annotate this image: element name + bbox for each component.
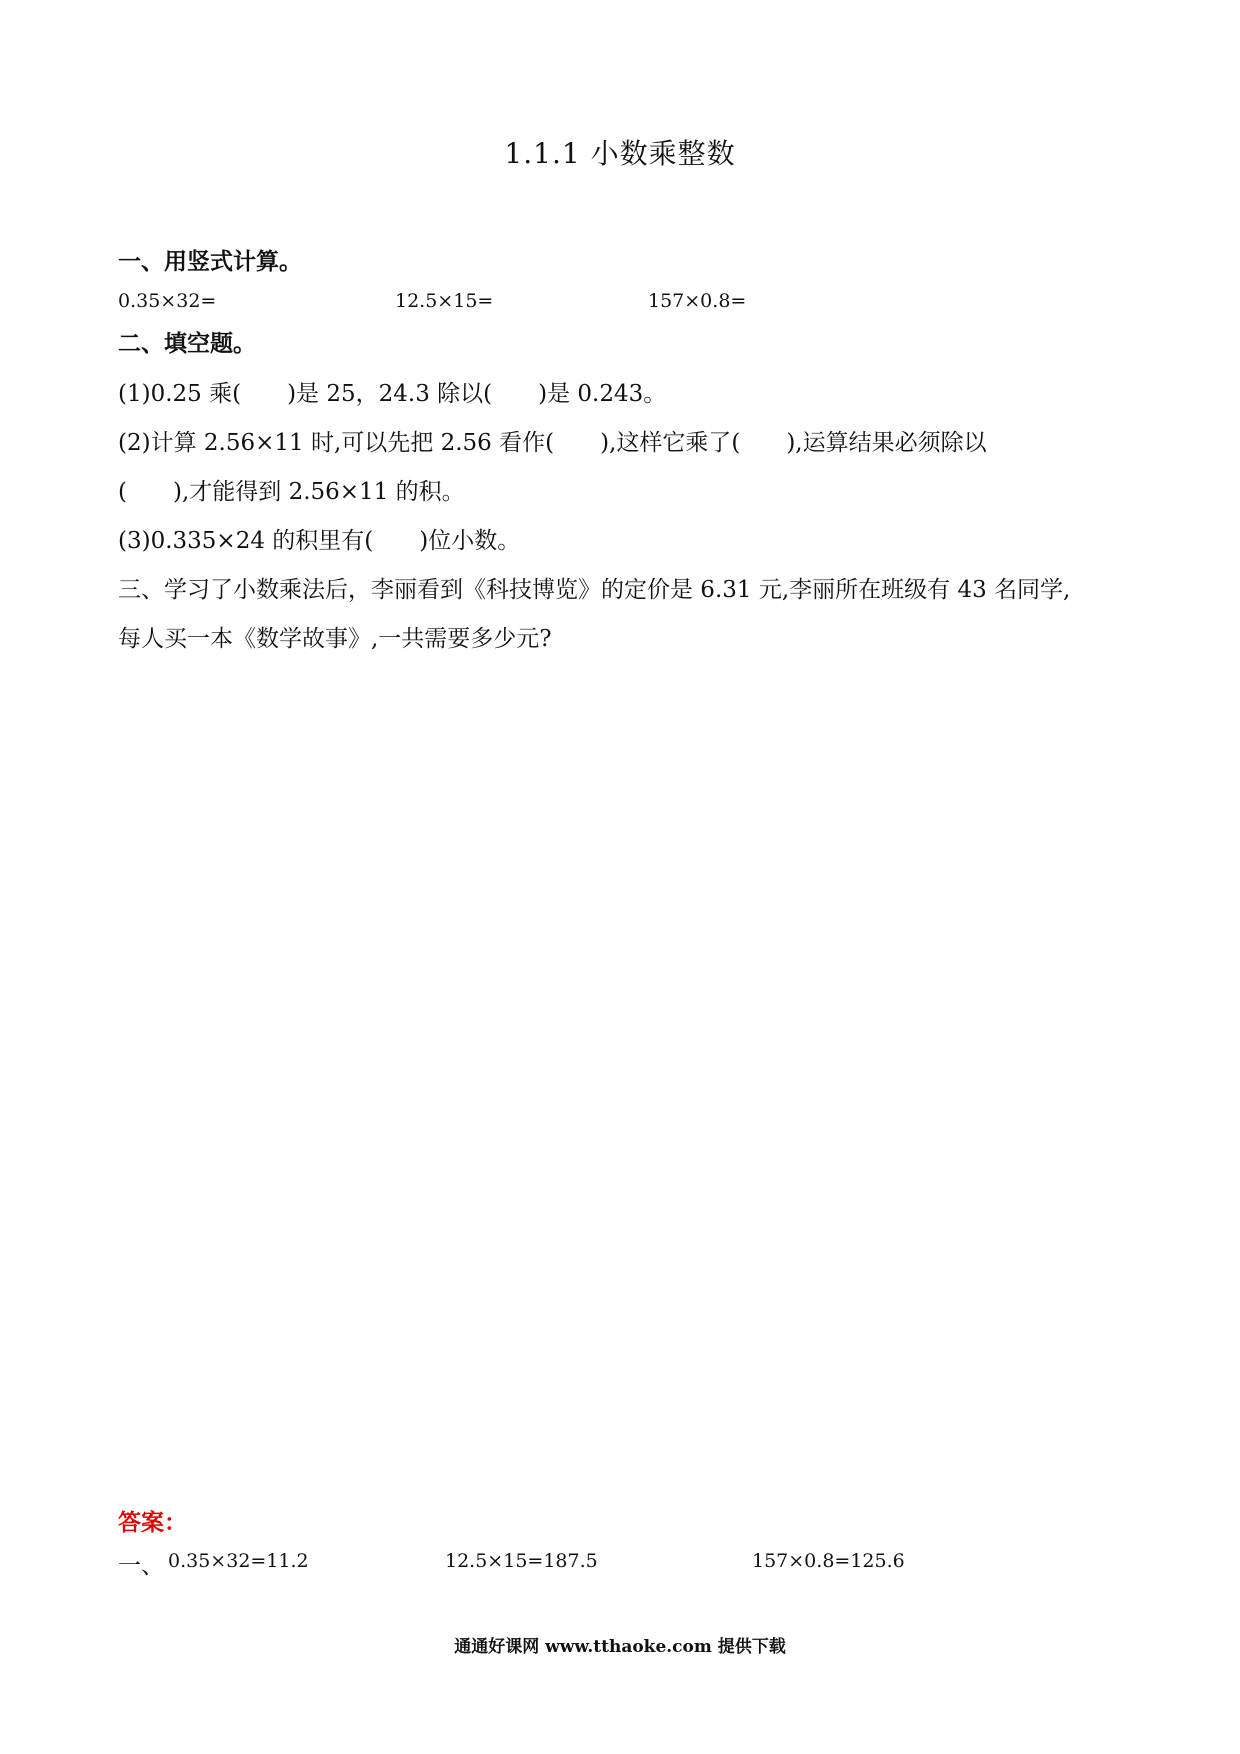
problem-3: 157×0.8=	[648, 290, 747, 312]
answer-2: 12.5×15=187.5	[445, 1550, 598, 1572]
word-problem-line-2: 每人买一本《数学故事》,一共需要多少元?	[118, 626, 552, 652]
fill-question-1: (1)0.25 乘( )是 25，24.3 除以( )是 0.243。	[118, 381, 667, 407]
answer-line-label: 一、	[118, 1553, 164, 1579]
fill-question-2-line-1: (2)计算 2.56×11 时,可以先把 2.56 看作( ),这样它乘了( ),运算结果必须除以	[118, 430, 987, 456]
fill-question-3: (3)0.335×24 的积里有( )位小数。	[118, 528, 521, 554]
page-title: 1.1.1 小数乘整数	[504, 137, 736, 170]
answer-3: 157×0.8=125.6	[752, 1550, 905, 1572]
footer-credit: 通通好课网 www.tthaoke.com 提供下载	[454, 1637, 786, 1657]
section-1-heading: 一、用竖式计算。	[118, 248, 302, 275]
word-problem-line-1: 三、学习了小数乘法后，李丽看到《科技博览》的定价是 6.31 元,李丽所在班级有 43 名同学,	[118, 577, 1071, 603]
section-2-heading: 二、填空题。	[118, 330, 256, 357]
problem-2: 12.5×15=	[395, 290, 494, 312]
fill-question-2-line-2: ( ),才能得到 2.56×11 的积。	[118, 479, 465, 505]
answer-heading: 答案：	[118, 1509, 187, 1536]
answer-1: 0.35×32=11.2	[168, 1550, 309, 1572]
problem-1: 0.35×32=	[118, 290, 217, 312]
